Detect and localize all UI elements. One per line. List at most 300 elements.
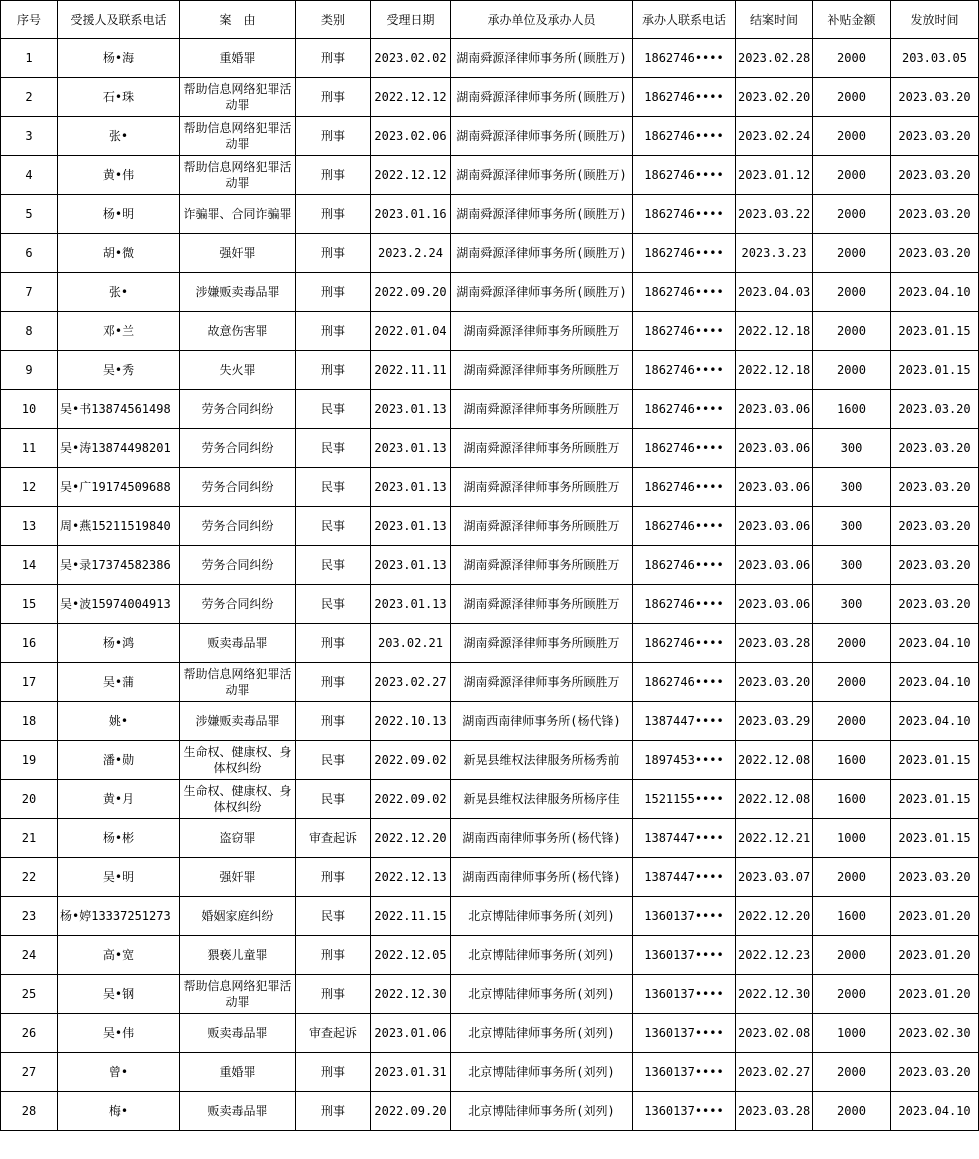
cell-accept-date: 2023.02.27 [371,663,451,702]
cell-handler-phone: 1387447•••• [633,858,736,897]
cell-payment-date: 2023.03.20 [891,546,979,585]
cell-accept-date: 2023.01.13 [371,546,451,585]
cell-recipient: 黄•月 [58,780,180,819]
cell-index: 25 [1,975,58,1014]
cell-subsidy-amount: 2000 [813,117,891,156]
cell-handler-phone: 1862746•••• [633,468,736,507]
cell-accept-date: 2022.12.12 [371,78,451,117]
cell-recipient: 吴•波15974004913 [58,585,180,624]
cell-close-date: 2023.02.20 [736,78,813,117]
cell-payment-date: 2023.03.20 [891,1053,979,1092]
cell-close-date: 2023.03.06 [736,390,813,429]
cell-close-date: 2023.04.03 [736,273,813,312]
cell-index: 14 [1,546,58,585]
cell-handler-phone: 1862746•••• [633,156,736,195]
cell-subsidy-amount: 300 [813,429,891,468]
cell-category: 刑事 [296,39,371,78]
cell-accept-date: 2023.01.13 [371,468,451,507]
table-row [1,1053,979,1092]
cell-accept-date: 2023.01.31 [371,1053,451,1092]
cell-index: 19 [1,741,58,780]
cell-accept-date: 2023.2.24 [371,234,451,273]
cell-index: 21 [1,819,58,858]
table-row [1,780,979,819]
cell-index: 5 [1,195,58,234]
table-row [1,624,979,663]
cell-close-date: 2023.03.22 [736,195,813,234]
cell-accept-date: 2022.09.20 [371,1092,451,1131]
cell-close-date: 2023.02.24 [736,117,813,156]
cell-category: 刑事 [296,936,371,975]
cell-payment-date: 2023.01.15 [891,741,979,780]
cell-recipient: 吴•录17374582386 [58,546,180,585]
cell-subsidy-amount: 1000 [813,819,891,858]
cell-close-date: 2022.12.23 [736,936,813,975]
cell-index: 3 [1,117,58,156]
cell-accept-date: 203.02.21 [371,624,451,663]
cell-handling-unit: 湖南舜源泽律师事务所(顾胜万) [451,273,633,312]
cell-payment-date: 2023.01.15 [891,312,979,351]
table-row [1,507,979,546]
cell-index: 13 [1,507,58,546]
cell-category: 刑事 [296,117,371,156]
cell-case-cause: 劳务合同纠纷 [180,390,296,429]
cell-handling-unit: 北京博陆律师事务所(刘列) [451,1092,633,1131]
cell-payment-date: 2023.03.20 [891,78,979,117]
cell-index: 11 [1,429,58,468]
cell-case-cause: 强奸罪 [180,234,296,273]
cell-handling-unit: 湖南舜源泽律师事务所顾胜万 [451,663,633,702]
cell-handling-unit: 北京博陆律师事务所(刘列) [451,936,633,975]
cell-category: 刑事 [296,1092,371,1131]
header-payment-date: 发放时间 [891,1,979,39]
cell-case-cause: 帮助信息网络犯罪活动罪 [180,78,296,117]
cell-close-date: 2022.12.08 [736,741,813,780]
cell-case-cause: 涉嫌贩卖毒品罪 [180,702,296,741]
cell-accept-date: 2022.12.20 [371,819,451,858]
header-index: 序号 [1,1,58,39]
cell-recipient: 杨•鸿 [58,624,180,663]
header-recipient: 受援人及联系电话 [58,1,180,39]
table-row [1,312,979,351]
cell-case-cause: 诈骗罪、合同诈骗罪 [180,195,296,234]
cell-recipient: 高•宽 [58,936,180,975]
cell-accept-date: 2023.01.06 [371,1014,451,1053]
cell-category: 刑事 [296,624,371,663]
table-row [1,156,979,195]
table-row [1,819,979,858]
cell-category: 刑事 [296,1053,371,1092]
cell-case-cause: 劳务合同纠纷 [180,468,296,507]
cell-accept-date: 2022.11.15 [371,897,451,936]
cell-handler-phone: 1862746•••• [633,273,736,312]
cell-accept-date: 2023.01.13 [371,429,451,468]
cell-subsidy-amount: 2000 [813,39,891,78]
table-row [1,585,979,624]
cell-close-date: 2023.3.23 [736,234,813,273]
cell-index: 23 [1,897,58,936]
cell-recipient: 杨•彬 [58,819,180,858]
cell-payment-date: 2023.03.20 [891,468,979,507]
cell-category: 刑事 [296,663,371,702]
cell-payment-date: 2023.04.10 [891,702,979,741]
table-body [1,39,979,1131]
cell-accept-date: 2022.09.02 [371,780,451,819]
table-row [1,234,979,273]
cell-accept-date: 2022.12.05 [371,936,451,975]
cell-close-date: 2023.03.07 [736,858,813,897]
cell-accept-date: 2022.01.04 [371,312,451,351]
cell-close-date: 2022.12.18 [736,351,813,390]
cell-subsidy-amount: 1600 [813,741,891,780]
cell-handler-phone: 1862746•••• [633,312,736,351]
cell-handler-phone: 1360137•••• [633,897,736,936]
cell-payment-date: 2023.01.15 [891,780,979,819]
cell-handling-unit: 湖南舜源泽律师事务所顾胜万 [451,624,633,663]
cell-category: 民事 [296,741,371,780]
cell-handler-phone: 1360137•••• [633,1092,736,1131]
cell-recipient: 胡•微 [58,234,180,273]
cell-accept-date: 2022.10.13 [371,702,451,741]
cell-close-date: 2023.03.06 [736,585,813,624]
cell-handler-phone: 1862746•••• [633,429,736,468]
cell-recipient: 杨•明 [58,195,180,234]
cell-handling-unit: 湖南舜源泽律师事务所(顾胜万) [451,117,633,156]
cell-category: 刑事 [296,975,371,1014]
cell-category: 刑事 [296,702,371,741]
cell-category: 民事 [296,429,371,468]
table-row [1,468,979,507]
cell-handler-phone: 1862746•••• [633,585,736,624]
cell-case-cause: 劳务合同纠纷 [180,546,296,585]
table-row [1,390,979,429]
cell-handler-phone: 1862746•••• [633,507,736,546]
cell-handling-unit: 湖南舜源泽律师事务所(顾胜万) [451,156,633,195]
cell-category: 审查起诉 [296,1014,371,1053]
cell-handler-phone: 1897453•••• [633,741,736,780]
cell-subsidy-amount: 300 [813,585,891,624]
cell-handling-unit: 湖南西南律师事务所(杨代锋) [451,858,633,897]
cell-case-cause: 帮助信息网络犯罪活动罪 [180,156,296,195]
cell-close-date: 2023.02.08 [736,1014,813,1053]
cell-recipient: 邓•兰 [58,312,180,351]
cell-accept-date: 2023.01.13 [371,390,451,429]
cell-index: 10 [1,390,58,429]
cell-case-cause: 贩卖毒品罪 [180,1014,296,1053]
cell-accept-date: 2022.12.12 [371,156,451,195]
cell-handler-phone: 1862746•••• [633,39,736,78]
cell-index: 20 [1,780,58,819]
cell-handling-unit: 湖南舜源泽律师事务所(顾胜万) [451,78,633,117]
cell-payment-date: 2023.03.20 [891,234,979,273]
cell-close-date: 2023.02.28 [736,39,813,78]
cell-handling-unit: 湖南舜源泽律师事务所顾胜万 [451,351,633,390]
cell-subsidy-amount: 1600 [813,897,891,936]
cell-subsidy-amount: 2000 [813,351,891,390]
cell-handling-unit: 湖南舜源泽律师事务所顾胜万 [451,312,633,351]
cell-subsidy-amount: 2000 [813,273,891,312]
cell-recipient: 杨•婷13337251273 [58,897,180,936]
cell-category: 民事 [296,585,371,624]
cell-handler-phone: 1862746•••• [633,351,736,390]
cell-recipient: 吴•钢 [58,975,180,1014]
cell-recipient: 吴•书13874561498 [58,390,180,429]
cell-index: 12 [1,468,58,507]
table-row [1,195,979,234]
cell-handling-unit: 新晃县维权法律服务所杨序佳 [451,780,633,819]
cell-handling-unit: 湖南舜源泽律师事务所顾胜万 [451,429,633,468]
cell-subsidy-amount: 1000 [813,1014,891,1053]
cell-subsidy-amount: 2000 [813,1053,891,1092]
cell-case-cause: 猥亵儿童罪 [180,936,296,975]
cell-subsidy-amount: 1600 [813,390,891,429]
cell-subsidy-amount: 2000 [813,78,891,117]
table-row [1,975,979,1014]
cell-close-date: 2023.03.28 [736,624,813,663]
cell-accept-date: 2023.01.16 [371,195,451,234]
cell-payment-date: 2023.03.20 [891,429,979,468]
cell-payment-date: 2023.01.20 [891,936,979,975]
cell-handling-unit: 北京博陆律师事务所(刘列) [451,1014,633,1053]
cell-handling-unit: 北京博陆律师事务所(刘列) [451,897,633,936]
cell-handling-unit: 北京博陆律师事务所(刘列) [451,975,633,1014]
cell-case-cause: 涉嫌贩卖毒品罪 [180,273,296,312]
cell-handling-unit: 湖南舜源泽律师事务所顾胜万 [451,507,633,546]
table-row [1,1014,979,1053]
cell-recipient: 潘•勋 [58,741,180,780]
cell-subsidy-amount: 2000 [813,195,891,234]
cell-handler-phone: 1360137•••• [633,1053,736,1092]
cell-subsidy-amount: 2000 [813,312,891,351]
cell-index: 9 [1,351,58,390]
cell-recipient: 梅• [58,1092,180,1131]
cell-case-cause: 故意伤害罪 [180,312,296,351]
cell-recipient: 曾• [58,1053,180,1092]
cell-payment-date: 2023.03.20 [891,195,979,234]
cell-recipient: 吴•秀 [58,351,180,390]
cell-case-cause: 重婚罪 [180,1053,296,1092]
cell-subsidy-amount: 2000 [813,858,891,897]
header-category: 类别 [296,1,371,39]
table-row [1,663,979,702]
cell-case-cause: 强奸罪 [180,858,296,897]
cell-case-cause: 贩卖毒品罪 [180,1092,296,1131]
cell-recipient: 杨•海 [58,39,180,78]
cell-index: 8 [1,312,58,351]
cell-accept-date: 2023.01.13 [371,507,451,546]
header-close-date: 结案时间 [736,1,813,39]
cell-handler-phone: 1862746•••• [633,195,736,234]
cell-close-date: 2023.03.06 [736,468,813,507]
cell-subsidy-amount: 1600 [813,780,891,819]
cell-subsidy-amount: 2000 [813,936,891,975]
table-row [1,429,979,468]
cell-index: 22 [1,858,58,897]
cell-close-date: 2022.12.18 [736,312,813,351]
cell-case-cause: 贩卖毒品罪 [180,624,296,663]
cell-close-date: 2022.12.20 [736,897,813,936]
cell-handling-unit: 湖南舜源泽律师事务所顾胜万 [451,390,633,429]
table-row [1,897,979,936]
cell-handler-phone: 1862746•••• [633,624,736,663]
table-row [1,741,979,780]
cell-accept-date: 2022.11.11 [371,351,451,390]
cell-index: 24 [1,936,58,975]
cell-accept-date: 2023.01.13 [371,585,451,624]
cell-subsidy-amount: 2000 [813,663,891,702]
cell-close-date: 2023.01.12 [736,156,813,195]
cell-case-cause: 劳务合同纠纷 [180,429,296,468]
cell-index: 27 [1,1053,58,1092]
cell-case-cause: 劳务合同纠纷 [180,585,296,624]
header-handler-phone: 承办人联系电话 [633,1,736,39]
cell-handler-phone: 1862746•••• [633,663,736,702]
cell-payment-date: 2023.04.10 [891,273,979,312]
header-subsidy-amount: 补贴金额 [813,1,891,39]
cell-category: 刑事 [296,858,371,897]
table-row [1,936,979,975]
cell-handling-unit: 新晃县维权法律服务所杨秀前 [451,741,633,780]
cell-accept-date: 2022.09.02 [371,741,451,780]
table-row [1,117,979,156]
cell-payment-date: 2023.03.20 [891,390,979,429]
cell-close-date: 2023.03.06 [736,507,813,546]
cell-recipient: 吴•伟 [58,1014,180,1053]
cell-recipient: 吴•蒲 [58,663,180,702]
cell-handler-phone: 1360137•••• [633,975,736,1014]
cell-payment-date: 2023.01.15 [891,819,979,858]
cell-close-date: 2023.03.06 [736,429,813,468]
cell-subsidy-amount: 2000 [813,1092,891,1131]
cell-subsidy-amount: 300 [813,468,891,507]
cell-subsidy-amount: 2000 [813,234,891,273]
cell-subsidy-amount: 2000 [813,975,891,1014]
cell-handling-unit: 北京博陆律师事务所(刘列) [451,1053,633,1092]
table-row [1,78,979,117]
cell-payment-date: 2023.02.30 [891,1014,979,1053]
cell-recipient: 吴•明 [58,858,180,897]
cell-handling-unit: 湖南西南律师事务所(杨代锋) [451,702,633,741]
cell-category: 刑事 [296,156,371,195]
table-row [1,273,979,312]
cell-handler-phone: 1862746•••• [633,234,736,273]
cell-payment-date: 2023.01.15 [891,351,979,390]
cell-subsidy-amount: 300 [813,507,891,546]
cell-category: 民事 [296,507,371,546]
cell-close-date: 2023.03.29 [736,702,813,741]
header-case-cause: 案 由 [180,1,296,39]
cell-case-cause: 劳务合同纠纷 [180,507,296,546]
cell-index: 18 [1,702,58,741]
cell-category: 刑事 [296,351,371,390]
cell-close-date: 2023.03.28 [736,1092,813,1131]
cell-index: 16 [1,624,58,663]
cell-accept-date: 2023.02.02 [371,39,451,78]
cell-payment-date: 2023.03.20 [891,117,979,156]
cell-category: 刑事 [296,78,371,117]
cell-index: 6 [1,234,58,273]
cell-payment-date: 2023.03.20 [891,156,979,195]
table-row [1,858,979,897]
cell-close-date: 2023.02.27 [736,1053,813,1092]
cell-case-cause: 失火罪 [180,351,296,390]
cell-index: 17 [1,663,58,702]
header-row [1,1,979,39]
cell-recipient: 黄•伟 [58,156,180,195]
cell-close-date: 2022.12.08 [736,780,813,819]
cell-accept-date: 2022.12.30 [371,975,451,1014]
cell-payment-date: 2023.03.20 [891,858,979,897]
cell-handler-phone: 1862746•••• [633,117,736,156]
cell-handling-unit: 湖南西南律师事务所(杨代锋) [451,819,633,858]
cell-handler-phone: 1862746•••• [633,78,736,117]
cell-handler-phone: 1360137•••• [633,1014,736,1053]
cell-recipient: 姚• [58,702,180,741]
cell-close-date: 2022.12.30 [736,975,813,1014]
cell-handling-unit: 湖南舜源泽律师事务所顾胜万 [451,468,633,507]
header-accept-date: 受理日期 [371,1,451,39]
cell-accept-date: 2022.12.13 [371,858,451,897]
cell-close-date: 2023.03.20 [736,663,813,702]
cell-index: 1 [1,39,58,78]
table-row [1,546,979,585]
cell-payment-date: 2023.01.20 [891,897,979,936]
cell-handler-phone: 1387447•••• [633,819,736,858]
cell-handling-unit: 湖南舜源泽律师事务所(顾胜万) [451,195,633,234]
cell-handler-phone: 1360137•••• [633,936,736,975]
cell-category: 审查起诉 [296,819,371,858]
cell-index: 15 [1,585,58,624]
cell-recipient: 吴•广19174509688 [58,468,180,507]
cell-case-cause: 婚姻家庭纠纷 [180,897,296,936]
cell-category: 刑事 [296,273,371,312]
cell-case-cause: 帮助信息网络犯罪活动罪 [180,975,296,1014]
table-row [1,351,979,390]
cell-close-date: 2023.03.06 [736,546,813,585]
cell-subsidy-amount: 2000 [813,702,891,741]
cell-subsidy-amount: 2000 [813,156,891,195]
cell-case-cause: 生命权、健康权、身体权纠纷 [180,741,296,780]
cell-recipient: 张• [58,273,180,312]
cell-index: 7 [1,273,58,312]
cell-case-cause: 重婚罪 [180,39,296,78]
cell-accept-date: 2022.09.20 [371,273,451,312]
header-handling-unit: 承办单位及承办人员 [451,1,633,39]
cell-category: 刑事 [296,312,371,351]
cell-close-date: 2022.12.21 [736,819,813,858]
cell-handler-phone: 1387447•••• [633,702,736,741]
cell-category: 刑事 [296,195,371,234]
cell-recipient: 石•珠 [58,78,180,117]
cell-handler-phone: 1862746•••• [633,546,736,585]
cell-accept-date: 2023.02.06 [371,117,451,156]
cell-category: 民事 [296,468,371,507]
cell-recipient: 张• [58,117,180,156]
cell-case-cause: 帮助信息网络犯罪活动罪 [180,117,296,156]
cell-category: 民事 [296,546,371,585]
table-row [1,702,979,741]
cell-payment-date: 2023.03.20 [891,585,979,624]
cell-handler-phone: 1521155•••• [633,780,736,819]
table-row [1,1092,979,1131]
cell-handling-unit: 湖南舜源泽律师事务所顾胜万 [451,546,633,585]
cell-category: 民事 [296,897,371,936]
cell-case-cause: 盗窃罪 [180,819,296,858]
cell-category: 民事 [296,780,371,819]
cell-index: 2 [1,78,58,117]
cell-payment-date: 2023.01.20 [891,975,979,1014]
cell-case-cause: 帮助信息网络犯罪活动罪 [180,663,296,702]
